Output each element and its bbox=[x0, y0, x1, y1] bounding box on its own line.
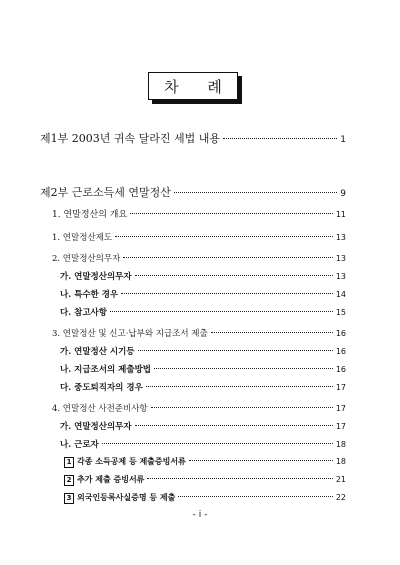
toc-boxed-entry[interactable]: 3 외국인등록사실증명 등 제출 22 bbox=[64, 492, 346, 504]
toc-entry[interactable]: 가. 연말정산의무자 13 bbox=[60, 272, 346, 282]
toc-entry[interactable]: 1. 연말정산제도 13 bbox=[52, 233, 346, 243]
toc-entry[interactable]: 4. 연말정산 사전준비사항 17 bbox=[52, 404, 346, 414]
toc-part-2[interactable]: 제2부 근로소득세 연말정산 9 bbox=[40, 186, 346, 199]
toc-boxed-entry[interactable]: 2 추가 제출 증빙서류 21 bbox=[64, 474, 346, 486]
toc-entry[interactable]: 가. 연말정산의무자 17 bbox=[60, 422, 346, 432]
toc-entry[interactable]: 2. 연말정산의무자 13 bbox=[52, 254, 346, 264]
number-box: 1 bbox=[64, 457, 74, 468]
page-number-footer: - i - bbox=[192, 510, 208, 520]
toc-entry[interactable]: 1. 연말정산의 개요 11 bbox=[52, 210, 346, 220]
toc-entry[interactable]: 나. 특수한 경우 14 bbox=[60, 290, 346, 300]
toc-entry[interactable]: 나. 지급조서의 제출방법 16 bbox=[60, 365, 346, 375]
number-box: 3 bbox=[64, 493, 74, 504]
toc-title-box bbox=[148, 72, 238, 100]
toc-boxed-entry[interactable]: 1 각종 소득공제 등 제출증빙서류 18 bbox=[64, 456, 346, 468]
toc-entry[interactable]: 다. 참고사항 15 bbox=[60, 308, 346, 318]
toc-entry[interactable]: 나. 근로자 18 bbox=[60, 440, 346, 450]
toc-entry[interactable]: 다. 중도퇴직자의 경우 17 bbox=[60, 383, 346, 393]
number-box: 2 bbox=[64, 475, 74, 486]
toc-title: 차 례 bbox=[164, 77, 234, 96]
toc-entry[interactable]: 3. 연말정산 및 신고·납부와 지급조서 제출 16 bbox=[52, 329, 346, 339]
toc-entry[interactable]: 가. 연말정산 시기등 16 bbox=[60, 347, 346, 357]
toc-part-1[interactable]: 제1부 2003년 귀속 달라진 세법 내용 1 bbox=[40, 132, 346, 145]
